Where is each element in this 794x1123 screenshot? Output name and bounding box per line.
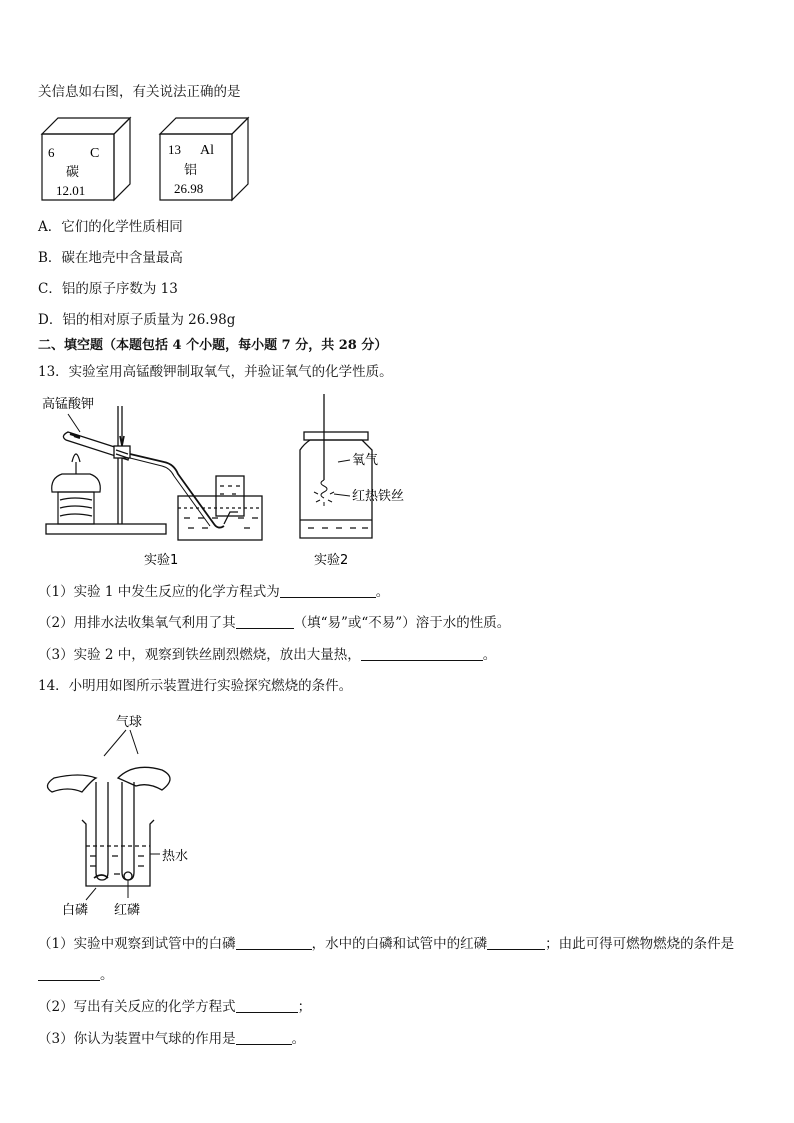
balloon-icon	[47, 767, 170, 792]
label-red-phosphorus: 红磷	[114, 903, 141, 918]
label-hot-wire: 红热铁丝	[352, 489, 405, 504]
water-trough-icon	[178, 476, 262, 540]
carbon-mass: 12.01	[56, 183, 86, 198]
q14-part1-blank2[interactable]	[487, 935, 545, 950]
option-b[interactable]: B．碳在地壳中含量最高	[38, 250, 183, 266]
aluminum-mass: 26.98	[174, 181, 204, 196]
section-heading: 二、填空题（本题包括 4 个小题，每小题 7 分，共 28 分）	[38, 338, 388, 353]
aluminum-atomic-number: 13	[168, 142, 181, 157]
alcohol-lamp-icon	[52, 454, 101, 524]
carbon-atomic-number: 6	[48, 145, 55, 160]
label-hot-water: 热水	[162, 849, 189, 864]
q14-part3: （3）你认为装置中气球的作用是 。	[38, 1031, 306, 1047]
beaker-icon	[82, 820, 154, 886]
q14-part3-blank[interactable]	[236, 1030, 292, 1045]
test-tube-icon	[63, 432, 130, 460]
q13-part1-blank[interactable]	[280, 583, 376, 598]
option-a[interactable]: A．它们的化学性质相同	[38, 219, 183, 235]
q14-part1-blank3[interactable]	[38, 966, 100, 981]
option-d[interactable]: D．铝的相对原子质量为 26.98g	[38, 312, 236, 328]
q13-stem: 13．实验室用高锰酸钾制取氧气，并验证氧气的化学性质。	[38, 364, 393, 380]
element-cards-figure	[38, 114, 258, 204]
burning-iron-wire-icon	[314, 480, 334, 506]
label-oxygen: 氧气	[352, 453, 379, 468]
option-c[interactable]: C．铝的原子序数为 13	[38, 281, 178, 297]
q13-part3-blank[interactable]	[361, 646, 483, 661]
q14-part2: （2）写出有关反应的化学方程式 ；	[38, 999, 312, 1015]
label-balloon: 气球	[116, 715, 143, 730]
delivery-tube-icon	[130, 454, 224, 528]
q13-part2: （2）用排水法收集氧气利用了其 （填“易”或“不易”）溶于水的性质。	[38, 615, 511, 631]
caption-experiment-2: 实验2	[314, 553, 349, 568]
label-kmno4: 高锰酸钾	[42, 397, 95, 412]
q14-apparatus-figure	[38, 708, 238, 918]
q14-part2-blank[interactable]	[236, 998, 298, 1013]
label-white-phosphorus: 白磷	[62, 903, 89, 918]
q14-stem: 14．小明用如图所示装置进行实验探究燃烧的条件。	[38, 678, 353, 694]
q13-apparatus-figure	[38, 392, 438, 572]
aluminum-symbol: Al	[200, 143, 214, 158]
q14-part1: （1）实验中观察到试管中的白磷 ，水中的白磷和试管中的红磷 ；由此可得可燃物燃烧的条件是	[38, 936, 735, 952]
carbon-name: 碳	[66, 165, 80, 180]
q13-part3: （3）实验 2 中，观察到铁丝剧烈燃烧，放出大量热， 。	[38, 647, 497, 663]
test-tubes-icon	[96, 782, 134, 880]
q13-part2-blank[interactable]	[236, 614, 294, 629]
q13-part1: （1）实验 1 中发生反应的化学方程式为 。	[38, 584, 390, 600]
q14-part1-continued: 。	[38, 966, 114, 984]
caption-experiment-1: 实验1	[144, 553, 179, 568]
carbon-symbol: C	[90, 146, 100, 161]
question-intro: 关信息如右图，有关说法正确的是	[38, 84, 241, 100]
q14-part1-blank1[interactable]	[236, 935, 312, 950]
aluminum-name: 铝	[184, 163, 198, 178]
